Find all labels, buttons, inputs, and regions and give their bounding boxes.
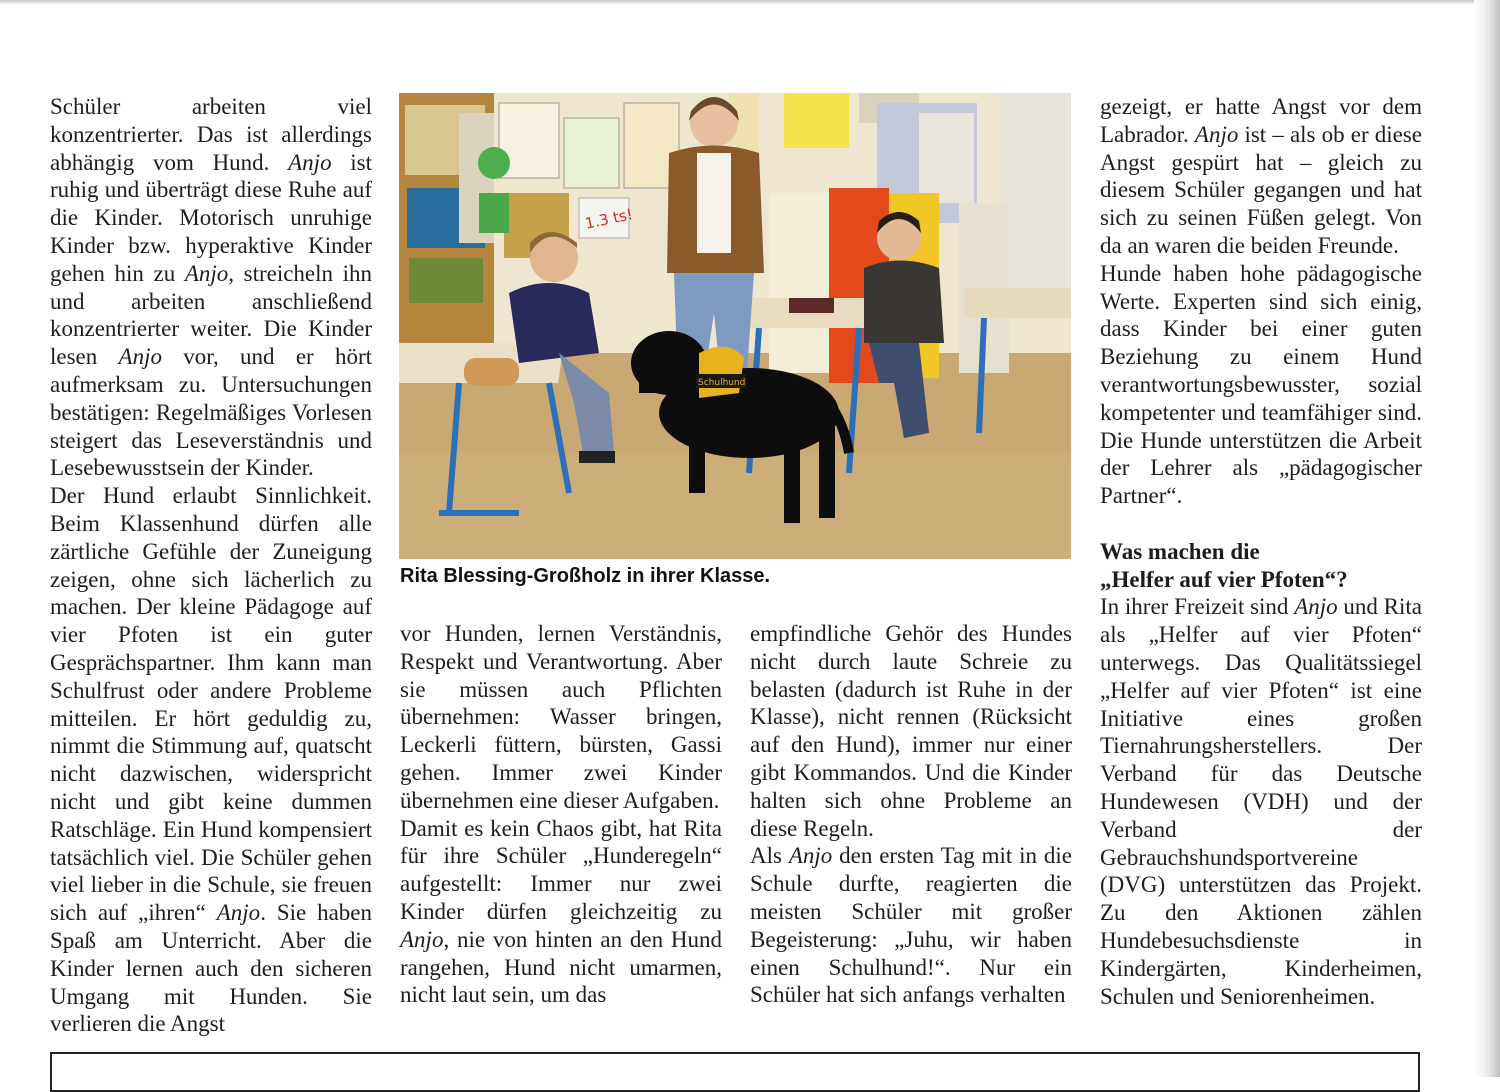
section-heading-line-2: „Helfer auf vier Pfoten“? xyxy=(1100,566,1348,592)
text-column-2 xyxy=(400,620,722,1009)
paragraph xyxy=(400,620,722,815)
text-run: Damit es kein Chaos gibt, hat Rita für ihre Schüler „Hunderegeln“ aufgestellt: Immer nur zwei Kinder dürfen gleichzeitig zu xyxy=(400,815,722,924)
dog-name: Anjo xyxy=(216,900,261,926)
text-run: In ihrer Freizeit sind xyxy=(1100,594,1295,620)
text-run: Hunde haben hohe pädagogische Werte. Experten sind sich einig, dass Kinder bei einer guten Beziehung zu einem Hund verantwortungsbewusster, sozial kompetenter und teamfähiger sind. Die Hunde unterstützen die Arbeit der Lehrer als „pädagogischer Partner“. xyxy=(1100,260,1422,509)
text-run: , nie von hinten an den Hund rangehen, Hund nicht umarmen, nicht laut sein, um das xyxy=(400,926,722,1008)
text-column-3 xyxy=(750,620,1072,1009)
column-4-body xyxy=(1100,593,1422,1010)
text-run: und Rita als „Helfer auf vier Pfoten“ unterwegs. Das Qualitätssiegel „Helfer auf vier Pfoten“ ist eine Initiative eines großen Tiernahrungsherstellers. Der Verband für das Deutsche Hundewesen (VDH) und der Verband der Gebrauchshundsportvereine (DVG) unterstützen das Projekt. Zu den Aktionen zählen Hundebesuchsdienste in Kindergärten, Kinderheimen, Schulen und Seniorenheimen. xyxy=(1100,594,1422,1009)
text-run: empfindliche Gehör des Hundes nicht durch laute Schreie zu belasten (dadurch ist Ruhe in der Klasse), nicht rennen (Rücksicht auf den Hund), immer nur einer gibt Kommandos. Und die Kinder halten sich ohne Probleme an diese Regeln. xyxy=(750,621,1072,841)
paragraph xyxy=(50,93,372,482)
paragraph xyxy=(750,620,1072,842)
text-run: Der Hund erlaubt Sinnlichkeit. Beim Klassenhund dürfen alle zärtliche Gefühle der Zuneigung zeigen, ohne sich lächerlich zu machen. Der kleine Pädagoge auf vier Pfoten ist ein guter Gesprächspartner. Ihm kann man Schulfrust oder andere Probleme mitteilen. Er hört geduldig zu, nimmt die Stimmung auf, quatscht nicht dazwischen, widerspricht nicht und gibt keine dummen Ratschläge. Ein Hund kompensiert tatsächlich viel. Die Schüler gehen viel lieber in die Schule, sie freuen sich auf „ihren“ xyxy=(50,483,372,926)
text-run: , streicheln ihn und arbeiten anschließend konzentrierter weiter. Die Kinder lesen xyxy=(50,260,373,370)
dog-name: Anjo xyxy=(1194,121,1239,147)
column-4-intro xyxy=(1100,93,1422,510)
dog-name: Anjo xyxy=(288,149,332,175)
dog-name: Anjo xyxy=(1294,594,1338,620)
text-run: vor, und er hört aufmerksam zu. Untersuchungen bestätigen: Regelmäßiges Vorlesen steigert das Leseverständnis und Lesebewusstsein der Kinder. xyxy=(50,344,373,481)
text-run: ist ruhig und überträgt diese Ruhe auf die Kinder. Motorisch unruhige Kinder bzw. hyperaktive Kinder gehen hin zu xyxy=(50,149,372,286)
scan-edge-top xyxy=(0,0,1500,4)
text-run: den ersten Tag mit in die Schule durfte, reagierten die meisten Schüler mit großer Begeisterung: „Juhu, wir haben einen Schulhund!“. Nur ein Schüler hat sich anfangs verhalten xyxy=(750,843,1072,1008)
text-column-1 xyxy=(50,93,372,1038)
heading-gap xyxy=(1100,510,1422,538)
text-run: ist – als ob er diese Angst gespürt hat – gleich zu diesem Schüler gegangen und hat sich zu seinen Füßen gelegt. Von da an waren die beiden Freunde. xyxy=(1100,121,1422,258)
dog-name: Anjo xyxy=(400,926,444,952)
paragraph xyxy=(400,815,722,1010)
dog-name: Anjo xyxy=(788,843,833,869)
paragraph xyxy=(1100,260,1422,510)
paragraph xyxy=(50,482,372,1038)
text-run: . Sie haben Spaß am Unterricht. Aber die Kinder lernen auch den sicheren Umgang mit Hunden. Sie verlieren die Angst xyxy=(50,900,373,1037)
paragraph xyxy=(1100,593,1422,1010)
bottom-info-box xyxy=(50,1052,1420,1092)
section-heading-line-1: Was machen die xyxy=(1100,538,1260,564)
text-run: Als xyxy=(750,843,789,869)
text-column-4 xyxy=(1100,93,1422,1010)
dog-name: Anjo xyxy=(184,260,229,286)
text-run: gezeigt, er hatte Angst vor dem Labrador. xyxy=(1100,94,1422,147)
photo-caption: Rita Blessing-Großholz in ihrer Klasse. xyxy=(400,565,771,587)
dog-name: Anjo xyxy=(118,344,162,370)
text-run: vor Hunden, lernen Verständnis, Respekt und Verantwortung. Aber sie müssen auch Pflichten übernehmen: Wasser bringen, Leckerli füttern, bürsten, Gassi gehen. Immer zwei Kinder übernehmen eine dieser Aufgaben. xyxy=(400,621,722,813)
scan-edge-right xyxy=(1474,0,1500,1077)
paragraph xyxy=(1100,93,1422,260)
photo-sign-text: 1.3 ts! xyxy=(583,205,635,233)
section-heading xyxy=(1100,538,1422,594)
text-run: Schüler arbeiten viel konzentrierter. Das ist allerdings abhängig vom Hund. xyxy=(50,94,372,175)
paragraph xyxy=(750,842,1072,1009)
classroom-photo xyxy=(399,93,1071,559)
photo-harness-label: Schulhund xyxy=(698,378,746,388)
